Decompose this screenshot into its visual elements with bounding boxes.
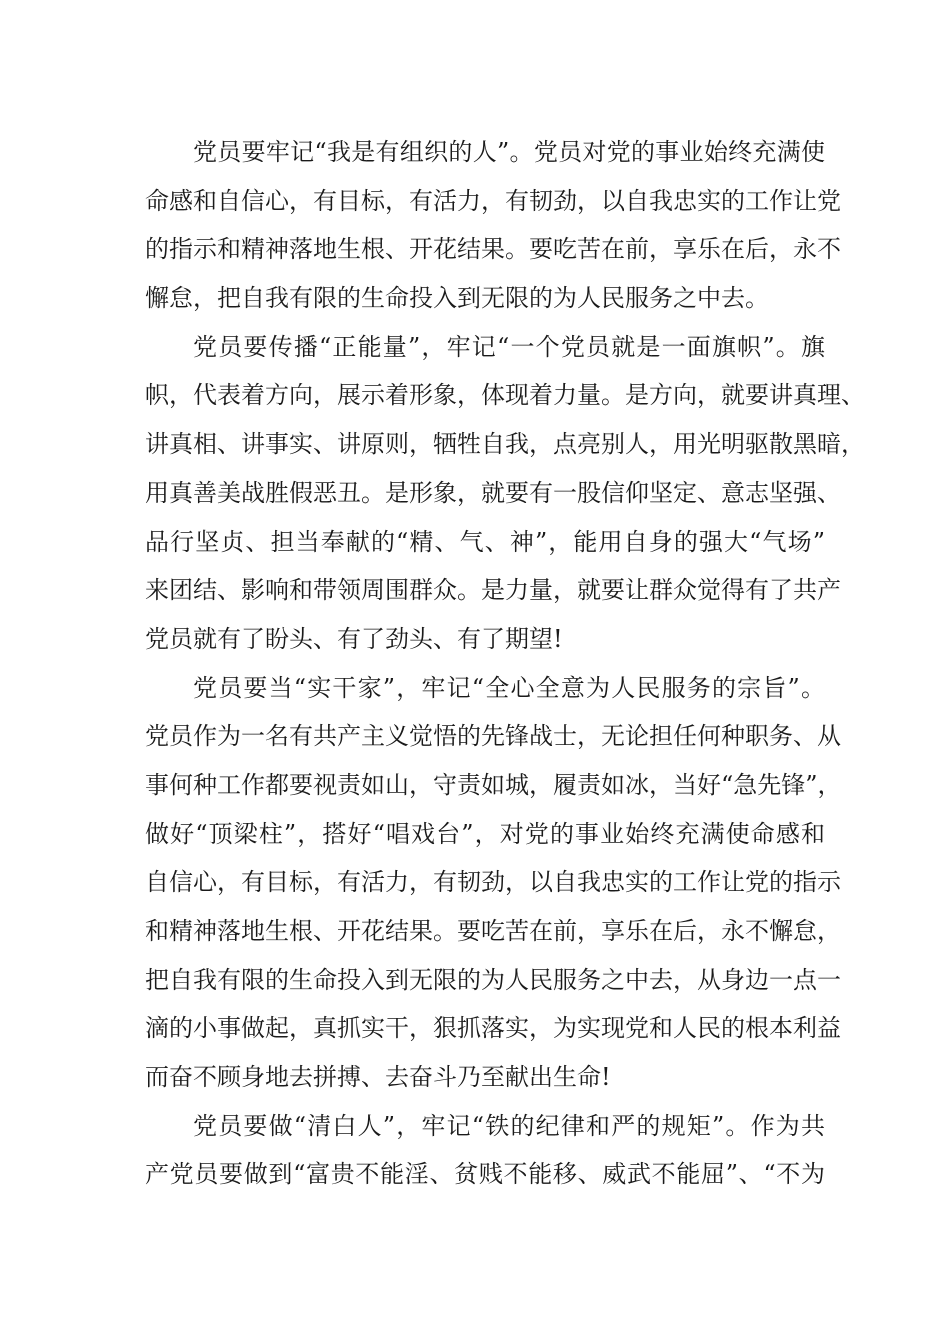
paragraph-1-line-1: 党员要牢记“我是有组织的人”。党员对党的事业始终充满使 xyxy=(193,138,825,166)
paragraph-2-line-6: 来团结、影响和带领周围群众。是力量，就要让群众觉得有了共产 xyxy=(145,576,841,605)
paragraph-1-line-3: 的指示和精神落地生根、开花结果。要吃苦在前，享乐在后，永不 xyxy=(145,235,841,264)
paragraph-3-line-1: 党员要当“实干家”，牢记“全心全意为人民服务的宗旨”。 xyxy=(193,673,825,702)
paragraph-2-line-7: 党员就有了盼头、有了劲头、有了期望! xyxy=(145,624,563,653)
paragraph-3-line-9: 而奋不顾身地去拼搏、去奋斗乃至献出生命! xyxy=(145,1063,611,1092)
paragraph-3-line-4: 做好“顶梁柱”，搭好“唱戏台”，对党的事业始终充满使命感和 xyxy=(145,819,825,848)
paragraph-2-line-3: 讲真相、讲事实、讲原则，牺牲自我，点亮别人，用光明驱散黑暗， xyxy=(145,430,865,459)
paragraph-2-line-1: 党员要传播“正能量”，牢记“一个党员就是一面旗帜”。旗 xyxy=(193,332,825,361)
paragraph-1-line-4: 懈怠，把自我有限的生命投入到无限的为人民服务之中去。 xyxy=(145,284,769,313)
paragraph-4-line-2: 产党员要做到“富贵不能淫、贫贱不能移、威武不能屈”、“不为 xyxy=(145,1160,825,1189)
body-text xyxy=(145,128,865,1199)
paragraph-3-line-8: 滴的小事做起，真抓实干，狠抓落实，为实现党和人民的根本利益 xyxy=(145,1014,841,1043)
paragraph-3-line-7: 把自我有限的生命投入到无限的为人民服务之中去，从身边一点一 xyxy=(145,965,841,994)
paragraph-2-line-2: 帜，代表着方向，展示着形象，体现着力量。是方向，就要讲真理、 xyxy=(145,381,865,410)
paragraph-1-line-2: 命感和自信心，有目标，有活力，有韧劲，以自我忠实的工作让党 xyxy=(145,186,841,215)
paragraph-4-line-1: 党员要做“清白人”，牢记“铁的纪律和严的规矩”。作为共 xyxy=(193,1111,825,1140)
paragraph-3-line-5: 自信心，有目标，有活力，有韧劲，以自我忠实的工作让党的指示 xyxy=(145,868,841,897)
paragraph-3-line-3: 事何种工作都要视责如山，守责如城，履责如冰，当好“急先锋”， xyxy=(145,770,842,799)
paragraph-2-line-5: 品行坚贞、担当奉献的“精、气、神”，能用自身的强大“气场” xyxy=(145,527,825,556)
paragraph-2-line-4: 用真善美战胜假恶丑。是形象，就要有一股信仰坚定、意志坚强、 xyxy=(145,478,841,507)
paragraph-3-line-2: 党员作为一名有共产主义觉悟的先锋战士，无论担任何种职务、从 xyxy=(145,722,841,751)
paragraph-3-line-6: 和精神落地生根、开花结果。要吃苦在前，享乐在后，永不懈怠， xyxy=(145,917,841,945)
